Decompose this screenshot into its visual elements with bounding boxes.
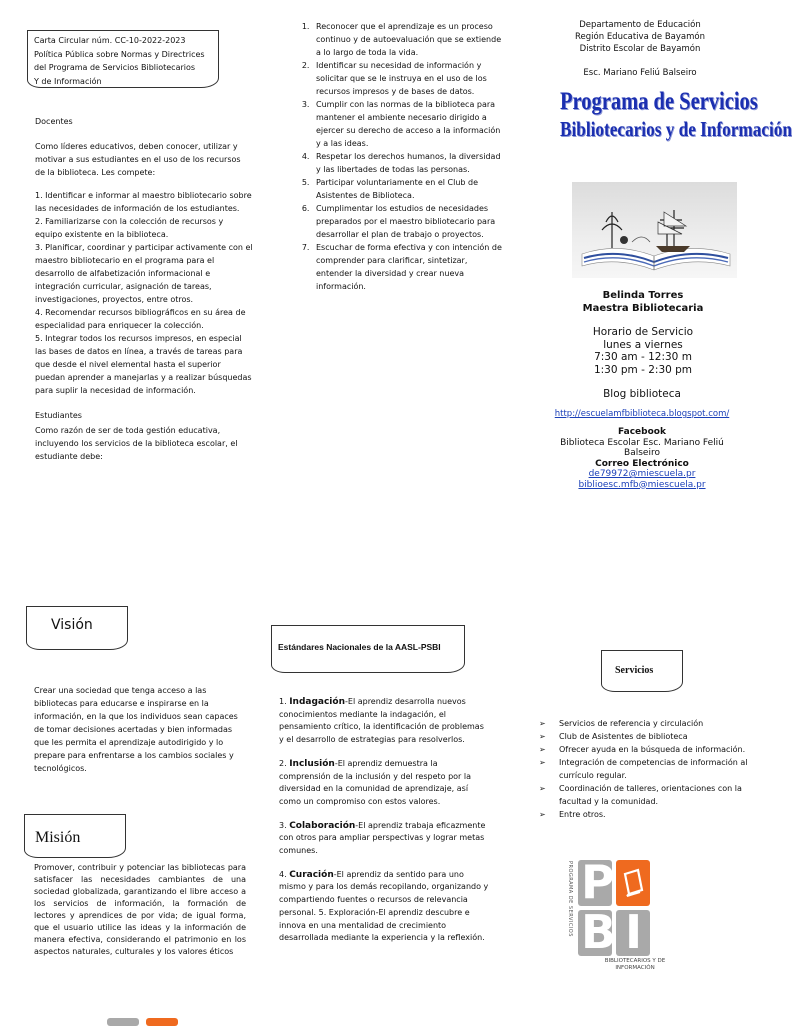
standard-text: -El aprendiz demuestra la comprensión de la inclusión y del respeto por la diversidad en la comunidad de aprendizaje, así como un compromiso con estos valores. bbox=[279, 758, 472, 806]
estudiantes-item: 2. Identificar su necesidad de información y solicitar que se le instruya en el uso de los recursos impresos y de bases de datos. bbox=[312, 59, 502, 98]
open-book-illustration bbox=[572, 182, 737, 278]
standard-text: -El aprendiz trabaja eficazmente con otros para ampliar perspectivas y lograr metas comunes. bbox=[279, 820, 486, 856]
docentes-item: 5. Integrar todos los recursos impresos, en especial las bases de datos en línea, a través de tareas para que desde el nivel elemental hasta el superior puedan aprender a manejarlas y a realizar búsquedas para suplir la necesidad de información. bbox=[35, 334, 252, 395]
schedule-days: lunes a viernes bbox=[603, 338, 683, 351]
services-list bbox=[535, 717, 760, 821]
service-item: ➢ Club de Asistentes de biblioteca bbox=[559, 730, 760, 743]
circular-line: Carta Circular núm. CC-10-2022-2023 bbox=[34, 36, 186, 45]
program-title-line2: Bibliotecarios y de Información bbox=[560, 117, 792, 141]
standard-number: 2. bbox=[279, 758, 290, 768]
logo-letter-p: P bbox=[581, 855, 615, 909]
estudiantes-list bbox=[290, 20, 502, 293]
email-label: Correo Electrónico bbox=[595, 458, 689, 469]
logo-book-tile-top bbox=[616, 860, 650, 906]
logo-letter-b: B bbox=[581, 905, 617, 959]
standards-heading: Estándares Nacionales de la AASL-PSBI bbox=[278, 642, 441, 652]
standard-number: 1. bbox=[279, 697, 290, 706]
blog-block bbox=[535, 388, 749, 420]
schedule-slot: 7:30 am - 12:30 m bbox=[594, 351, 692, 363]
open-book-image bbox=[572, 182, 737, 278]
standards-heading-box bbox=[271, 625, 465, 673]
header-line: Departamento de Educación bbox=[579, 20, 701, 30]
standard-name: Inclusión bbox=[289, 758, 335, 769]
standard-name: Curación bbox=[289, 869, 334, 880]
header-line: Distrito Escolar de Bayamón bbox=[579, 44, 701, 54]
book-icon bbox=[616, 860, 650, 906]
service-item: ➢ Servicios de referencia y circulación bbox=[559, 717, 760, 730]
logo-small-orange bbox=[146, 1018, 178, 1026]
logo-i-tile bbox=[616, 905, 650, 959]
services-heading: Servicios bbox=[615, 665, 654, 676]
program-title-line1: Programa de Servicios bbox=[560, 88, 758, 115]
docentes-item: 1. Identificar e informar al maestro bibliotecario sobre las necesidades de información de los estudiantes. bbox=[35, 191, 252, 213]
school-name: Esc. Mariano Feliú Balseiro bbox=[583, 68, 697, 78]
service-item: ➢ Integración de competencias de información al currículo regular. bbox=[559, 756, 760, 782]
department-header bbox=[535, 19, 745, 79]
vision-heading: Visión bbox=[51, 617, 93, 633]
librarian-role: Maestra Bibliotecaria bbox=[582, 303, 704, 314]
standard-item bbox=[279, 820, 489, 858]
standard-number: 4. bbox=[279, 869, 290, 879]
docentes-section bbox=[35, 115, 253, 463]
estudiantes-item: 4. Respetar los derechos humanos, la diversidad y las libertades de todas las personas. bbox=[312, 150, 502, 176]
circular-box bbox=[27, 30, 219, 88]
service-item: ➢ Entre otros. bbox=[559, 808, 760, 821]
circular-line: Y de Información bbox=[34, 76, 102, 86]
service-item: ➢ Coordinación de talleres, orientaciones con la facultad y la comunidad. bbox=[559, 782, 760, 808]
standard-text: -El aprendiz da sentido para uno mismo y para los demás recopilando, organizando y compartiendo fuentes o recursos de relevancia personal. 5. Exploración-El aprendiz descubre e innova en una mentalidad de crecimiento desarrollada mediante la experiencia y la reflexión. bbox=[279, 869, 489, 943]
program-title bbox=[560, 88, 792, 142]
standard-number: 3. bbox=[279, 820, 290, 830]
schedule-title: Horario de Servicio bbox=[592, 326, 694, 338]
standards-list bbox=[279, 696, 489, 956]
mision-text: Promover, contribuir y potenciar las bibliotecas para satisfacer las necesidades cambiantes de una sociedad globalizada, garantizando el libre acceso a los servicios de información, la formación de lectores y aprendices de por vida; de igual forma, que el usuario utilice las ideas y la información de manera efectiva, considerando el patrimonio en los aspectos naturales, culturales y los valores éticos bbox=[34, 863, 246, 956]
docentes-intro: Como líderes educativos, deben conocer, utilizar y motivar a sus estudiantes en el uso de los recursos de la biblioteca. Les compete: bbox=[35, 142, 241, 177]
schedule-block bbox=[545, 326, 741, 376]
logo-p-tile bbox=[578, 855, 615, 909]
standard-item bbox=[279, 696, 489, 747]
estudiantes-item: 5. Participar voluntariamente en el Club de Asistentes de Biblioteca. bbox=[312, 176, 502, 202]
vision-heading-box bbox=[26, 606, 128, 650]
mision-heading-box bbox=[24, 814, 126, 858]
blog-label: Blog biblioteca bbox=[603, 388, 681, 400]
standard-name: Indagación bbox=[289, 697, 345, 707]
librarian-name: Belinda Torres bbox=[602, 290, 684, 301]
docentes-item: 3. Planificar, coordinar y participar activamente con el maestro bibliotecario en el programa para el desarrollo de alfabetización informacional e integración curricular, asignación de tareas, investigaciones, proyectos, entre otros. bbox=[35, 243, 253, 304]
estudiantes-item: 3. Cumplir con las normas de la biblioteca para mantener el ambiente necesario dirigido a ejercer su derecho de acceso a la información y a las ideas. bbox=[312, 98, 502, 150]
header-line: Región Educativa de Bayamón bbox=[575, 32, 705, 42]
docentes-item: 4. Recomendar recursos bibliográficos en su área de especialidad para enriquecer la colección. bbox=[35, 308, 246, 330]
logo-side-text: PROGRAMA DE SERVICIOS bbox=[567, 861, 573, 937]
librarian-block bbox=[545, 289, 741, 315]
pbi-logo bbox=[566, 855, 666, 974]
circular-line: Política Pública sobre Normas y Directrices bbox=[34, 49, 205, 59]
vision-text: Crear una sociedad que tenga acceso a las bibliotecas para educarse e inspirarse en la información, en la que los individuos sean capaces de tomar decisiones acertadas y bien informadas que les permita el aprendizaje autodirigido y lo prepare para enfrentarse a los cambios sociales y tecnológicos. bbox=[34, 686, 238, 773]
schedule-slot: 1:30 pm - 2:30 pm bbox=[593, 363, 693, 376]
services-heading-box bbox=[601, 650, 683, 692]
facebook-label: Facebook bbox=[618, 427, 666, 437]
estudiantes-item: 1. Reconocer que el aprendizaje es un proceso continuo y de autoevaluación que se extiende a lo largo de toda la vida. bbox=[312, 20, 502, 59]
standard-item bbox=[279, 758, 489, 809]
mision-heading: Misión bbox=[35, 829, 81, 846]
logo-small-gray bbox=[107, 1018, 139, 1026]
service-item: ➢ Ofrecer ayuda en la búsqueda de información. bbox=[559, 743, 760, 756]
estudiantes-item: 7. Escuchar de forma efectiva y con intención de comprender para clarificar, sintetizar, entender la diversidad y crear nueva información. bbox=[312, 241, 502, 293]
estudiantes-item: 6. Cumplimentar los estudios de necesidades preparados por el maestro bibliotecario para desarrollar el plan de trabajo o proyectos. bbox=[312, 202, 502, 241]
docentes-item: 2. Familiarizarse con la colección de recursos y equipo existente en la biblioteca. bbox=[35, 217, 224, 239]
pbi-logo-small bbox=[98, 1018, 188, 1024]
facebook-name: Biblioteca Escolar Esc. Mariano Feliú Balseiro bbox=[560, 437, 724, 458]
estudiantes-intro: Como razón de ser de toda gestión educativa, incluyendo los servicios de la biblioteca escolar, el estudiante debe: bbox=[35, 426, 238, 461]
email-link-2[interactable]: biblioesc.mfb@miescuela.pr bbox=[578, 479, 706, 490]
email-link-1[interactable]: de79972@miescuela.pr bbox=[588, 469, 696, 479]
standard-item bbox=[279, 869, 489, 945]
circular-line: del Programa de Servicios Bibliotecarios bbox=[34, 63, 196, 72]
estudiantes-heading: Estudiantes bbox=[35, 411, 82, 420]
logo-b-tile bbox=[578, 905, 617, 959]
docentes-heading: Docentes bbox=[35, 117, 73, 126]
standard-name: Colaboración bbox=[289, 820, 356, 831]
standard-text: -El aprendiz desarrolla nuevos conocimientos mediante la indagación, el pensamiento crítico, la identificación de problemas y el desarrollo de estrategias para resolverlos. bbox=[279, 697, 484, 745]
logo-caption: BIBLIOTECARIOS Y DE INFORMACIÓN bbox=[604, 958, 666, 971]
logo-letter-i: I bbox=[625, 905, 643, 959]
blog-link[interactable]: http://escuelamfbiblioteca.blogspot.com/ bbox=[554, 409, 730, 419]
contact-block bbox=[535, 427, 749, 490]
